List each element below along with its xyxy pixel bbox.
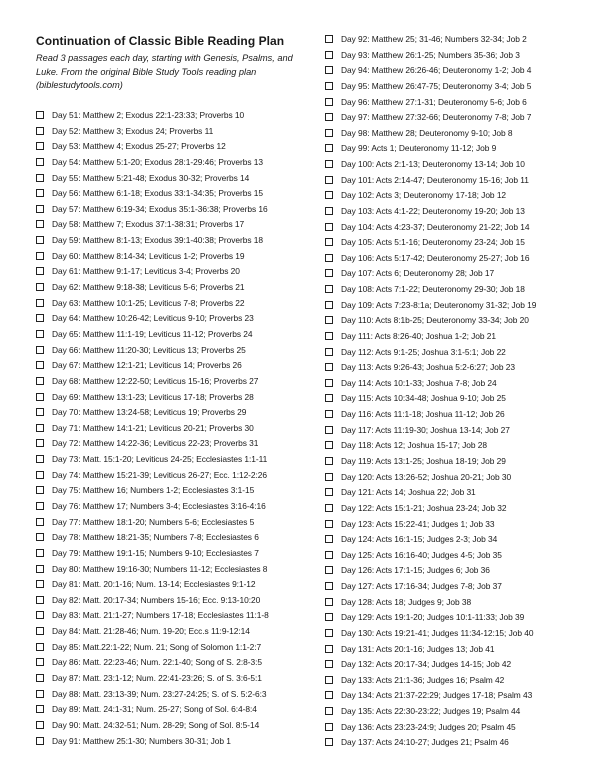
day-checkbox[interactable]: [36, 330, 44, 338]
day-checkbox[interactable]: [325, 207, 333, 215]
reading-day-item: [325, 579, 502, 594]
reading-day-item: [36, 655, 262, 670]
reading-day-label: Day 62: Matthew 9:18-38; Leviticus 5-6; Proverbs 21: [52, 282, 245, 293]
day-checkbox[interactable]: [36, 205, 44, 213]
reading-day-label: Day 126: Acts 17:1-15; Judges 6; Job 36: [341, 565, 490, 576]
day-checkbox[interactable]: [325, 676, 333, 684]
reading-day-label: Day 107: Acts 6; Deuteronomy 28; Job 17: [341, 268, 495, 279]
reading-day-item: [325, 266, 494, 281]
day-checkbox[interactable]: [36, 737, 44, 745]
day-checkbox[interactable]: [325, 566, 333, 574]
reading-day-label: Day 94: Matthew 26:26-46; Deuteronomy 1-2; Job 4: [341, 65, 532, 76]
day-checkbox[interactable]: [325, 645, 333, 653]
reading-day-item: [325, 641, 495, 656]
day-checkbox[interactable]: [325, 363, 333, 371]
reading-day-item: [36, 186, 263, 201]
day-checkbox[interactable]: [36, 393, 44, 401]
reading-day-item: [325, 110, 531, 125]
reading-day-label: Day 129: Acts 19:1-20; Judges 10:1-11:33; Job 39: [341, 612, 525, 623]
reading-day-item: [36, 483, 254, 498]
reading-day-item: [36, 717, 259, 732]
day-checkbox[interactable]: [36, 174, 44, 182]
reading-day-label: Day 113: Acts 9:26-43; Joshua 5:2-6:27; Job 23: [341, 362, 515, 373]
reading-day-item: [36, 561, 267, 576]
reading-day-label: Day 116: Acts 11:1-18; Joshua 11-12; Job 26: [341, 409, 505, 420]
day-checkbox[interactable]: [36, 690, 44, 698]
reading-day-item: [36, 154, 263, 169]
reading-day-item: [325, 313, 529, 328]
day-checkbox[interactable]: [36, 283, 44, 291]
day-checkbox[interactable]: [325, 51, 333, 59]
reading-day-label: Day 90: Matt. 24:32-51; Num. 28-29; Song of Sol. 8:5-14: [52, 719, 260, 730]
day-checkbox[interactable]: [325, 98, 333, 106]
reading-day-item: [325, 63, 531, 78]
day-checkbox[interactable]: [325, 535, 333, 543]
reading-day-item: [36, 373, 258, 388]
reading-day-label: Day 76: Matthew 17; Numbers 3-4; Ecclesiastes 3:16-4:16: [52, 501, 266, 511]
reading-day-label: Day 128: Acts 18; Judges 9; Job 38: [341, 596, 472, 607]
day-checkbox[interactable]: [325, 426, 333, 434]
reading-day-label: Day 130: Acts 19:21-41; Judges 11:34-12:15; Job 40: [341, 627, 534, 638]
reading-day-label: Day 58: Matthew 7; Exodus 37:1-38:31; Proverbs 17: [52, 219, 245, 230]
reading-day-label: Day 72: Matthew 14:22-36; Leviticus 22-23; Proverbs 31: [52, 438, 259, 449]
reading-day-item: [325, 141, 496, 156]
reading-day-label: Day 119: Acts 13:1-25; Joshua 18-19; Job 29: [341, 456, 506, 466]
reading-day-label: Day 111: Acts 8:26-40; Joshua 1-2; Job 21: [341, 330, 496, 341]
reading-day-label: Day 104: Acts 4:23-37; Deuteronomy 21-22; Job 14: [341, 221, 530, 232]
day-checkbox[interactable]: [325, 113, 333, 121]
day-checkbox[interactable]: [325, 394, 333, 402]
day-checkbox[interactable]: [36, 424, 44, 432]
reading-day-label: Day 54: Matthew 5:1-20; Exodus 28:1-29:46; Proverbs 13: [52, 156, 263, 167]
day-checkbox[interactable]: [36, 658, 44, 666]
reading-day-label: Day 122: Acts 15:1-21; Joshua 23-24; Job 32: [341, 502, 507, 513]
day-checkbox[interactable]: [325, 82, 333, 90]
reading-day-item: [36, 733, 231, 748]
reading-day-label: Day 121: Acts 14; Joshua 22; Job 31: [341, 487, 476, 498]
day-checkbox[interactable]: [36, 549, 44, 557]
day-checkbox[interactable]: [36, 189, 44, 197]
reading-day-label: Day 112: Acts 9:1-25; Joshua 3:1-5:1; Job 22: [341, 346, 506, 357]
day-checkbox[interactable]: [36, 236, 44, 244]
reading-day-label: Day 135: Acts 22:30-23:22; Judges 19; Psalm 44: [341, 706, 521, 717]
reading-day-label: Day 133: Acts 21:1-36; Judges 16; Psalm 42: [341, 674, 505, 685]
page-title: Continuation of Classic Bible Reading Plan: [36, 34, 285, 48]
day-checkbox[interactable]: [325, 66, 333, 74]
day-checkbox[interactable]: [36, 596, 44, 604]
reading-day-item: [36, 420, 254, 435]
day-checkbox[interactable]: [325, 129, 333, 137]
day-checkbox[interactable]: [325, 582, 333, 590]
reading-day-label: Day 109: Acts 7:23-8:1a; Deuteronomy 31-32; Job 19: [341, 299, 537, 310]
reading-day-item: [36, 577, 256, 592]
reading-day-label: Day 59: Matthew 8:1-13; Exodus 39:1-40:38; Proverbs 18: [52, 235, 263, 246]
day-checkbox[interactable]: [325, 598, 333, 606]
reading-day-item: [325, 657, 511, 672]
day-checkbox[interactable]: [325, 520, 333, 528]
reading-day-label: Day 56: Matthew 6:1-18; Exodus 33:1-34:35; Proverbs 15: [52, 188, 263, 199]
reading-day-label: Day 84: Matt. 21:28-46; Num. 19-20; Ecc.s 11:9-12:14: [52, 626, 250, 637]
reading-day-label: Day 98: Matthew 28; Deuteronomy 9-10; Job 8: [341, 127, 513, 138]
day-checkbox[interactable]: [325, 191, 333, 199]
reading-day-item: [325, 203, 525, 218]
day-checkbox[interactable]: [36, 299, 44, 307]
day-checkbox[interactable]: [325, 629, 333, 637]
day-checkbox[interactable]: [36, 377, 44, 385]
reading-day-item: [36, 217, 244, 232]
reading-day-item: [36, 514, 254, 529]
reading-day-label: Day 80: Matthew 19:16-30; Numbers 11-12; Ecclesiastes 8: [52, 563, 268, 574]
reading-day-label: Day 52: Matthew 3; Exodus 24; Proverbs 11: [52, 125, 214, 136]
reading-day-item: [36, 608, 269, 623]
day-checkbox[interactable]: [36, 361, 44, 369]
reading-day-label: Day 100: Acts 2:1-13; Deuteronomy 13-14; Job 10: [341, 159, 525, 170]
reading-day-label: Day 108: Acts 7:1-22; Deuteronomy 29-30; Job 18: [341, 284, 525, 295]
reading-day-label: Day 81: Matt. 20:1-16; Num. 13-14; Ecclesiastes 9:1-12: [52, 579, 256, 590]
reading-day-item: [36, 233, 263, 248]
reading-day-item: [36, 389, 254, 404]
reading-day-item: [325, 563, 490, 578]
reading-day-item: [325, 375, 497, 390]
day-checkbox[interactable]: [36, 346, 44, 354]
reading-day-label: Day 132: Acts 20:17-34; Judges 14-15; Job 42: [341, 659, 512, 670]
reading-day-item: [325, 500, 506, 515]
reading-day-item: [325, 47, 520, 62]
day-checkbox[interactable]: [36, 220, 44, 228]
reading-day-item: [325, 516, 495, 531]
day-checkbox[interactable]: [36, 705, 44, 713]
reading-day-label: Day 86: Matt. 22:23-46; Num. 22:1-40; Song of S. 2:8-3:5: [52, 657, 262, 668]
day-checkbox[interactable]: [325, 379, 333, 387]
reading-day-label: Day 106: Acts 5:17-42; Deuteronomy 25-27; Job 16: [341, 252, 530, 263]
reading-day-label: Day 115: Acts 10:34-48; Joshua 9-10; Job 25: [341, 393, 506, 404]
day-checkbox[interactable]: [36, 408, 44, 416]
reading-day-label: Day 103: Acts 4:1-22; Deuteronomy 19-20; Job 13: [341, 205, 525, 216]
reading-day-item: [325, 250, 529, 265]
day-checkbox[interactable]: [36, 580, 44, 588]
day-checkbox[interactable]: [36, 611, 44, 619]
reading-day-item: [325, 188, 506, 203]
reading-day-label: Day 73: Matt. 15:1-20; Leviticus 24-25; Ecclesiastes 1:1-11: [52, 454, 268, 465]
reading-day-item: [325, 344, 506, 359]
reading-day-label: Day 110: Acts 8:1b-25; Deuteronomy 33-34; Job 20: [341, 315, 529, 326]
reading-day-item: [36, 108, 244, 123]
reading-day-item: [325, 78, 531, 93]
reading-day-label: Day 51: Matthew 2; Exodus 22:1-23:33; Proverbs 10: [52, 110, 245, 120]
day-checkbox[interactable]: [325, 504, 333, 512]
day-checkbox[interactable]: [325, 144, 333, 152]
reading-day-item: [36, 702, 257, 717]
reading-day-label: Day 137: Acts 24:10-27; Judges 21; Psalm 46: [341, 737, 509, 748]
reading-day-item: [36, 123, 213, 138]
reading-day-label: Day 66: Matthew 11:20-30; Leviticus 13; Proverbs 25: [52, 344, 246, 355]
reading-day-item: [325, 625, 533, 640]
day-checkbox[interactable]: [36, 486, 44, 494]
reading-day-item: [36, 624, 250, 639]
day-checkbox[interactable]: [36, 111, 44, 119]
reading-day-item: [36, 452, 267, 467]
reading-day-label: Day 134: Acts 21:37-22:29; Judges 17-18; Psalm 43: [341, 690, 533, 701]
reading-day-label: Day 102: Acts 3; Deuteronomy 17-18; Job 12: [341, 190, 507, 201]
reading-day-label: Day 77: Matthew 18:1-20; Numbers 5-6; Ecclesiastes 5: [52, 516, 255, 527]
reading-day-label: Day 70: Matthew 13:24-58; Leviticus 19; Proverbs 29: [52, 407, 247, 418]
day-checkbox[interactable]: [325, 488, 333, 496]
day-checkbox[interactable]: [36, 471, 44, 479]
day-checkbox[interactable]: [325, 35, 333, 43]
reading-day-label: Day 63: Matthew 10:1-25; Leviticus 7-8; Proverbs 22: [52, 297, 245, 308]
reading-day-label: Day 68: Matthew 12:22-50; Leviticus 15-16; Proverbs 27: [52, 375, 259, 386]
day-checkbox[interactable]: [325, 551, 333, 559]
day-checkbox[interactable]: [325, 269, 333, 277]
reading-day-item: [325, 297, 536, 312]
day-checkbox[interactable]: [36, 158, 44, 166]
reading-day-item: [325, 704, 520, 719]
reading-day-label: Day 93: Matthew 26:1-25; Numbers 35-36; Job 3: [341, 49, 520, 60]
reading-day-item: [325, 547, 502, 562]
reading-day-label: Day 74: Matthew 15:21-39; Leviticus 26-27; Ecc. 1:12-2:26: [52, 469, 268, 480]
reading-day-label: Day 117: Acts 11:19-30; Joshua 13-14; Job 27: [341, 424, 510, 435]
reading-day-label: Day 136: Acts 23:23-24:9; Judges 20; Psalm 45: [341, 721, 516, 732]
day-checkbox[interactable]: [325, 332, 333, 340]
reading-day-item: [325, 407, 505, 422]
day-checkbox[interactable]: [36, 439, 44, 447]
day-checkbox[interactable]: [325, 691, 333, 699]
reading-day-item: [36, 139, 226, 154]
reading-day-item: [325, 485, 476, 500]
reading-day-item: [36, 530, 259, 545]
reading-day-item: [325, 422, 510, 437]
reading-day-item: [36, 686, 267, 701]
day-checkbox[interactable]: [36, 252, 44, 260]
reading-day-item: [325, 391, 506, 406]
reading-day-label: Day 88: Matt. 23:13-39; Num. 23:27-24:25; S. of S. 5:2-6:3: [52, 688, 267, 699]
day-checkbox[interactable]: [36, 455, 44, 463]
page-subtitle: Read 3 passages each day, starting with Genesis, Psalms, and Luke. From the original Bible Study Tools reading plan (biblestudytools.com): [36, 53, 293, 91]
reading-day-item: [325, 172, 529, 187]
reading-day-item: [36, 326, 252, 341]
reading-day-label: Day 127: Acts 17:16-34; Judges 7-8; Job 37: [341, 581, 502, 592]
reading-day-label: Day 55: Matthew 5:21-48; Exodus 30-32; Proverbs 14: [52, 172, 250, 183]
day-checkbox[interactable]: [36, 518, 44, 526]
day-checkbox[interactable]: [325, 223, 333, 231]
reading-day-item: [36, 436, 258, 451]
reading-day-item: [36, 467, 267, 482]
reading-day-label: Day 96: Matthew 27:1-31; Deuteronomy 5-6; Job 6: [341, 96, 527, 107]
day-checkbox[interactable]: [36, 643, 44, 651]
reading-day-label: Day 99: Acts 1; Deuteronomy 11-12; Job 9: [341, 143, 497, 154]
reading-day-item: [36, 545, 259, 560]
reading-day-label: Day 85: Matt.22:1-22; Num. 21; Song of Solomon 1:1-2:7: [52, 641, 262, 652]
reading-day-item: [325, 94, 527, 109]
day-checkbox[interactable]: [325, 348, 333, 356]
day-checkbox[interactable]: [36, 502, 44, 510]
reading-day-item: [325, 360, 515, 375]
reading-day-item: [325, 672, 504, 687]
reading-day-item: [325, 125, 513, 140]
reading-day-label: Day 78: Matthew 18:21-35; Numbers 7-8; Ecclesiastes 6: [52, 532, 259, 543]
day-checkbox[interactable]: [325, 707, 333, 715]
reading-day-label: Day 92: Matthew 25; 31-46; Numbers 32-34; Job 2: [341, 34, 527, 44]
reading-day-label: Day 120: Acts 13:26-52; Joshua 20-21; Job 30: [341, 471, 512, 482]
reading-day-item: [325, 469, 511, 484]
reading-day-item: [325, 235, 525, 250]
day-checkbox[interactable]: [36, 721, 44, 729]
reading-day-label: Day 79: Matthew 19:1-15; Numbers 9-10; Ecclesiastes 7: [52, 547, 259, 558]
day-checkbox[interactable]: [36, 674, 44, 682]
day-checkbox[interactable]: [325, 316, 333, 324]
day-checkbox[interactable]: [36, 565, 44, 573]
reading-day-label: Day 89: Matt. 24:1-31; Num. 25-27; Song of Sol. 6:4-8:4: [52, 704, 257, 715]
reading-day-label: Day 67: Matthew 12:1-21; Leviticus 14; Proverbs 26: [52, 360, 242, 371]
reading-day-item: [325, 454, 506, 469]
day-checkbox[interactable]: [325, 410, 333, 418]
reading-day-item: [36, 342, 246, 357]
reading-day-label: Day 83: Matt. 21:1-27; Numbers 17-18; Ecclesiastes 11:1-8: [52, 610, 269, 621]
reading-day-label: Day 64: Matthew 10:26-42; Leviticus 9-10; Proverbs 23: [52, 313, 254, 324]
reading-day-label: Day 82: Matt. 20:17-34; Numbers 15-16; Ecc. 9:13-10:20: [52, 594, 261, 605]
reading-day-label: Day 69: Matthew 13:1-23; Leviticus 17-18; Proverbs 28: [52, 391, 254, 402]
reading-day-item: [36, 264, 240, 279]
reading-day-item: [36, 358, 242, 373]
reading-day-label: Day 60: Matthew 8:14-34; Leviticus 1-2; Proverbs 19: [52, 250, 245, 261]
reading-day-item: [325, 438, 487, 453]
reading-day-item: [36, 201, 268, 216]
day-checkbox[interactable]: [325, 238, 333, 246]
reading-day-item: [325, 219, 529, 234]
day-checkbox[interactable]: [325, 176, 333, 184]
reading-day-item: [325, 532, 497, 547]
reading-day-item: [36, 295, 245, 310]
reading-day-item: [325, 719, 516, 734]
day-checkbox[interactable]: [325, 441, 333, 449]
reading-day-label: Day 101: Acts 2:14-47; Deuteronomy 15-16; Job 11: [341, 174, 529, 185]
reading-day-item: [325, 610, 524, 625]
reading-day-item: [325, 32, 527, 47]
reading-day-label: Day 87: Matt. 23:1-12; Num. 22:41-23:26; S. of S. 3:6-5:1: [52, 673, 262, 684]
day-checkbox[interactable]: [325, 160, 333, 168]
reading-day-label: Day 124: Acts 16:1-15; Judges 2-3; Job 34: [341, 534, 498, 545]
day-checkbox[interactable]: [325, 301, 333, 309]
reading-day-item: [36, 499, 266, 514]
day-checkbox[interactable]: [325, 457, 333, 465]
reading-day-item: [325, 328, 496, 343]
day-checkbox[interactable]: [36, 127, 44, 135]
day-checkbox[interactable]: [36, 267, 44, 275]
reading-day-item: [325, 157, 525, 172]
reading-day-item: [36, 248, 245, 263]
day-checkbox[interactable]: [325, 660, 333, 668]
reading-day-label: Day 61: Matthew 9:1-17; Leviticus 3-4; Proverbs 20: [52, 266, 240, 277]
day-checkbox[interactable]: [36, 314, 44, 322]
reading-day-label: Day 105: Acts 5:1-16; Deuteronomy 23-24; Job 15: [341, 237, 525, 248]
reading-day-item: [36, 671, 262, 686]
reading-day-label: Day 118: Acts 12; Joshua 15-17; Job 28: [341, 440, 487, 451]
reading-day-item: [36, 592, 260, 607]
day-checkbox[interactable]: [325, 613, 333, 621]
reading-day-label: Day 91: Matthew 25:1-30; Numbers 30-31; Job 1: [52, 735, 231, 746]
reading-day-item: [36, 280, 245, 295]
day-checkbox[interactable]: [36, 142, 44, 150]
day-checkbox[interactable]: [36, 627, 44, 635]
reading-day-label: Day 125: Acts 16:16-40; Judges 4-5; Job 35: [341, 549, 502, 560]
reading-day-item: [325, 282, 525, 297]
reading-day-item: [36, 311, 254, 326]
day-checkbox[interactable]: [325, 738, 333, 746]
reading-day-item: [36, 170, 249, 185]
reading-day-label: Day 97: Matthew 27:32-66; Deuteronomy 7-8; Job 7: [341, 112, 532, 123]
reading-day-label: Day 123: Acts 15:22-41; Judges 1; Job 33: [341, 518, 495, 529]
reading-day-item: [325, 735, 509, 750]
reading-day-item: [325, 594, 471, 609]
reading-day-label: Day 131: Acts 20:1-16; Judges 13; Job 41: [341, 643, 495, 654]
reading-day-item: [325, 688, 532, 703]
reading-day-label: Day 57: Matthew 6:19-34; Exodus 35:1-36:38; Proverbs 16: [52, 203, 268, 214]
day-checkbox[interactable]: [325, 285, 333, 293]
day-checkbox[interactable]: [325, 473, 333, 481]
reading-day-item: [36, 405, 246, 420]
reading-day-label: Day 114: Acts 10:1-33; Joshua 7-8; Job 24: [341, 377, 497, 388]
day-checkbox[interactable]: [325, 723, 333, 731]
day-checkbox[interactable]: [36, 533, 44, 541]
reading-day-label: Day 65: Matthew 11:1-19; Leviticus 11-12; Proverbs 24: [52, 328, 253, 339]
reading-day-label: Day 75: Matthew 16; Numbers 1-2; Ecclesiastes 3:1-15: [52, 485, 255, 496]
day-checkbox[interactable]: [325, 254, 333, 262]
reading-day-label: Day 71: Matthew 14:1-21; Leviticus 20-21; Proverbs 30: [52, 422, 254, 433]
reading-day-item: [36, 639, 261, 654]
reading-day-label: Day 95: Matthew 26:47-75; Deuteronomy 3-4; Job 5: [341, 80, 532, 91]
reading-day-label: Day 53: Matthew 4; Exodus 25-27; Proverbs 12: [52, 141, 226, 152]
